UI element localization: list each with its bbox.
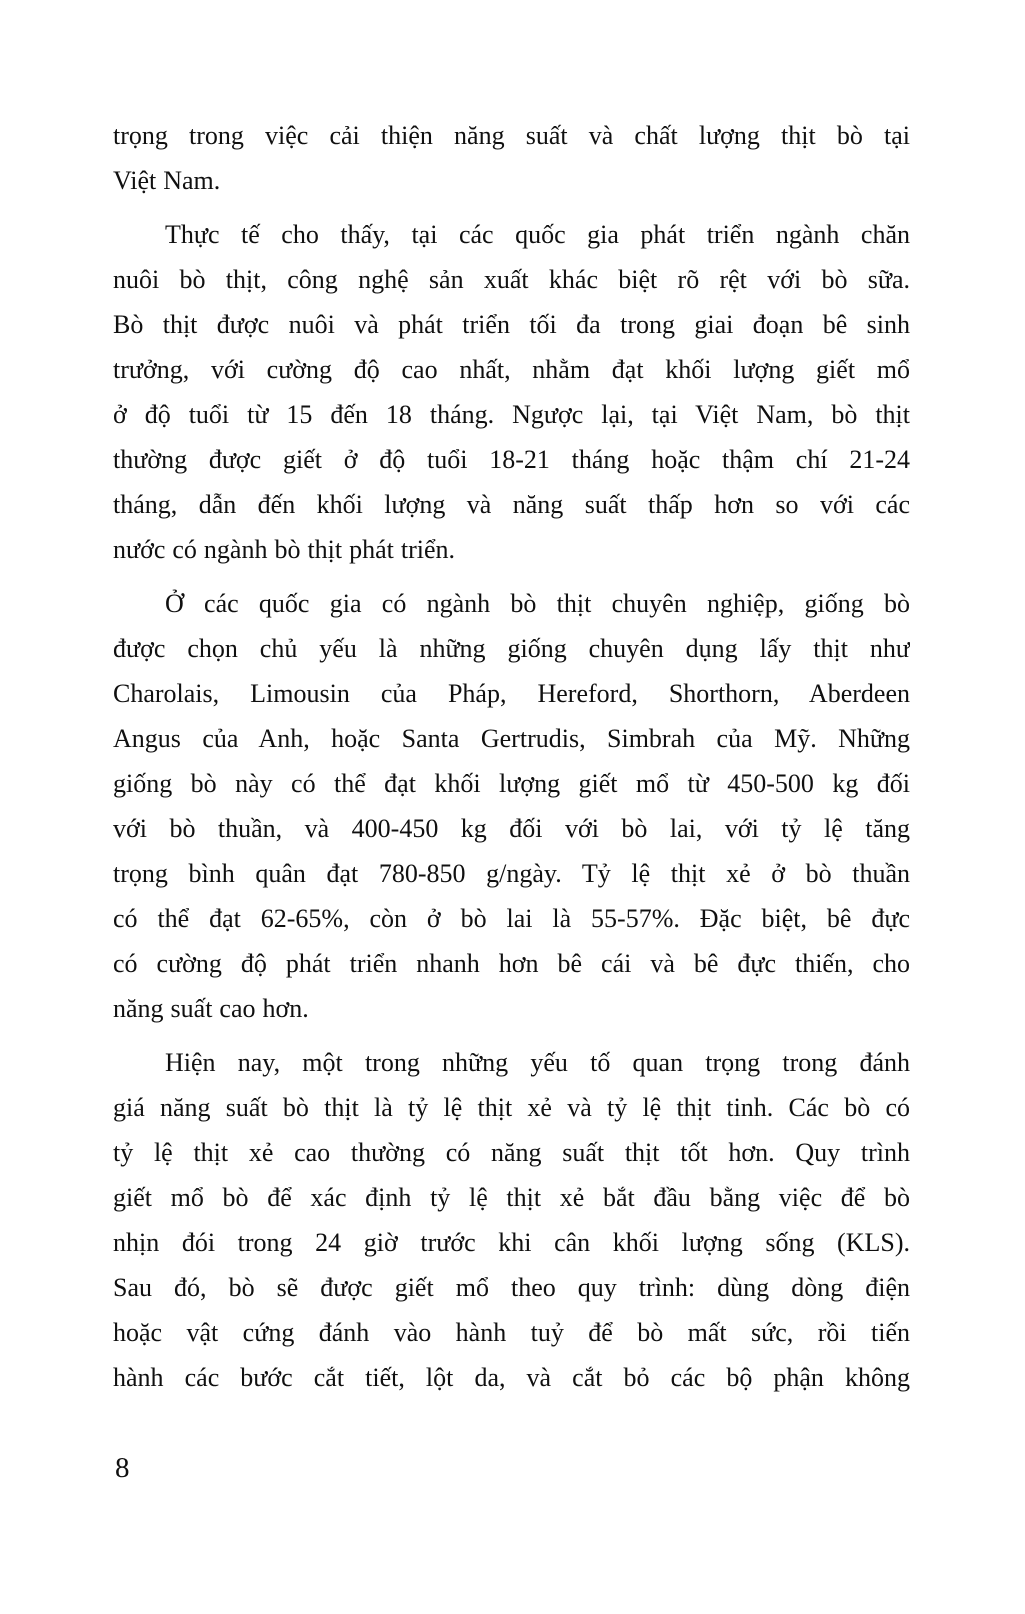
paragraph	[113, 1040, 910, 1400]
text-line: tháng, dẫn đến khối lượng và năng suất thấp hơn so với các	[113, 490, 910, 519]
text-line: trọng bình quân đạt 780-850 g/ngày. Tỷ lệ thịt xẻ ở bò thuần	[113, 859, 910, 888]
text-line: thường được giết ở độ tuổi 18-21 tháng hoặc thậm chí 21-24	[113, 445, 910, 474]
text-line: trưởng, với cường độ cao nhất, nhằm đạt khối lượng giết mổ	[113, 355, 910, 384]
paragraph	[113, 113, 910, 203]
paragraph	[113, 212, 910, 572]
text-line: nước có ngành bò thịt phát triển.	[113, 535, 456, 564]
text-line: Charolais, Limousin của Pháp, Hereford, Shorthorn, Aberdeen	[113, 679, 910, 708]
text-line: Bò thịt được nuôi và phát triển tối đa trong giai đoạn bê sinh	[113, 310, 910, 339]
text-line: trọng trong việc cải thiện năng suất và chất lượng thịt bò tại	[113, 121, 910, 150]
text-line: giống bò này có thể đạt khối lượng giết mổ từ 450-500 kg đối	[113, 769, 910, 798]
text-line: giết mổ bò để xác định tỷ lệ thịt xẻ bắt đầu bằng việc để bò	[113, 1183, 910, 1212]
text-line: Hiện nay, một trong những yếu tố quan trọng trong đánh	[165, 1048, 910, 1077]
text-line: Sau đó, bò sẽ được giết mổ theo quy trình: dùng dòng điện	[113, 1273, 910, 1302]
text-line: Angus của Anh, hoặc Santa Gertrudis, Simbrah của Mỹ. Những	[113, 724, 910, 753]
text-line: Việt Nam.	[113, 166, 221, 195]
text-line: ở độ tuổi từ 15 đến 18 tháng. Ngược lại, tại Việt Nam, bò thịt	[113, 400, 910, 429]
text-line: có cường độ phát triển nhanh hơn bê cái và bê đực thiến, cho	[113, 949, 910, 978]
text-line: nuôi bò thịt, công nghệ sản xuất khác biệt rõ rệt với bò sữa.	[113, 265, 910, 294]
text-line: năng suất cao hơn.	[113, 994, 309, 1023]
text-line: Thực tế cho thấy, tại các quốc gia phát triển ngành chăn	[165, 220, 910, 249]
text-line: Ở các quốc gia có ngành bò thịt chuyên nghiệp, giống bò	[165, 589, 910, 618]
text-line: có thể đạt 62-65%, còn ở bò lai là 55-57%. Đặc biệt, bê đực	[113, 904, 910, 933]
page-number: 8	[115, 1452, 130, 1484]
text-line: nhịn đói trong 24 giờ trước khi cân khối lượng sống (KLS).	[113, 1228, 910, 1257]
text-line: hành các bước cắt tiết, lột da, và cắt bỏ các bộ phận không	[113, 1363, 910, 1392]
body-text	[113, 113, 910, 1400]
text-line: giá năng suất bò thịt là tỷ lệ thịt xẻ và tỷ lệ thịt tinh. Các bò có	[113, 1093, 910, 1122]
text-line: hoặc vật cứng đánh vào hành tuỷ để bò mất sức, rồi tiến	[113, 1318, 910, 1347]
text-line: được chọn chủ yếu là những giống chuyên dụng lấy thịt như	[113, 634, 910, 663]
text-line: với bò thuần, và 400-450 kg đối với bò lai, với tỷ lệ tăng	[113, 814, 910, 843]
text-line: tỷ lệ thịt xẻ cao thường có năng suất thịt tốt hơn. Quy trình	[113, 1138, 910, 1167]
paragraph	[113, 581, 910, 1031]
